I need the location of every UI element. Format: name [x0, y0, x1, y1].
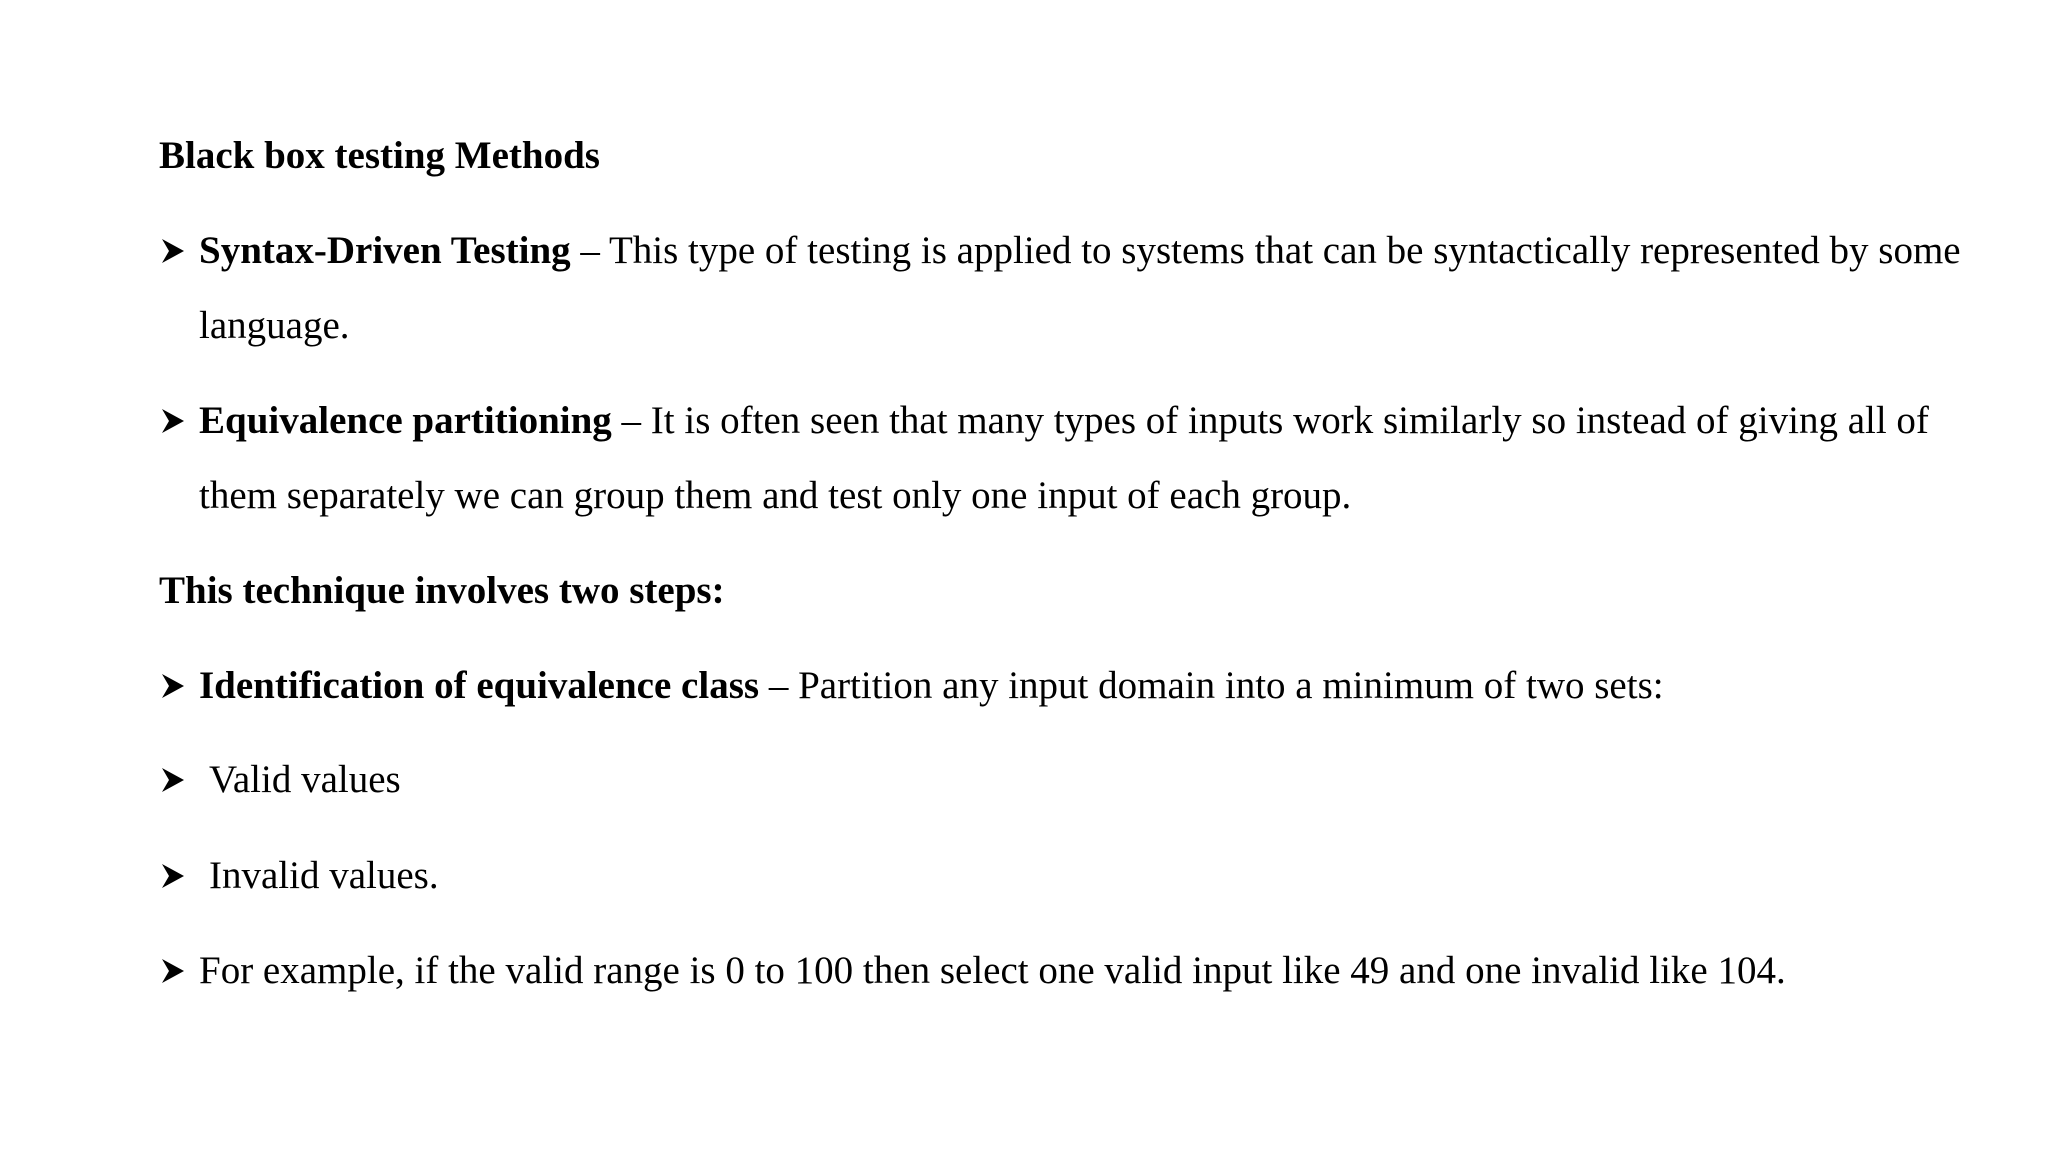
bullet-text: – Partition any input domain into a minimum of two sets:	[759, 664, 1664, 707]
arrowhead-bullet-icon	[159, 742, 189, 817]
arrowhead-bullet-icon	[159, 648, 189, 723]
bullet-text: Valid values	[209, 758, 401, 801]
bullet-text: – It is often seen that many types of inputs work similarly so instead of giving all of them separately we can group them and test only one input of each group.	[199, 399, 1929, 517]
bullet-invalid-values	[159, 838, 1989, 913]
bullet-term: Equivalence partitioning	[199, 399, 612, 442]
bullet-term: Identification of equivalence class	[199, 664, 760, 707]
arrowhead-bullet-icon	[159, 213, 189, 288]
bullet-syntax-driven-testing	[159, 213, 1979, 363]
bullet-identification-equivalence-class	[159, 648, 1979, 723]
bullet-text: For example, if the valid range is 0 to 100 then select one valid input like 49 and one invalid like 104.	[199, 949, 1786, 992]
arrowhead-bullet-icon	[159, 838, 189, 913]
bullet-equivalence-partitioning	[159, 383, 1979, 533]
bullet-example-range	[159, 933, 1979, 1008]
bullet-valid-values	[159, 742, 1989, 817]
bullet-text: – This type of testing is applied to systems that can be syntactically represented by some language.	[199, 229, 1961, 347]
arrowhead-bullet-icon	[159, 383, 189, 458]
heading-two-steps: This technique involves two steps:	[159, 569, 725, 612]
bullet-term: Syntax-Driven Testing	[199, 229, 571, 272]
heading-black-box-methods: Black box testing Methods	[159, 134, 600, 177]
arrowhead-bullet-icon	[159, 933, 189, 1008]
bullet-text: Invalid values.	[209, 854, 439, 897]
